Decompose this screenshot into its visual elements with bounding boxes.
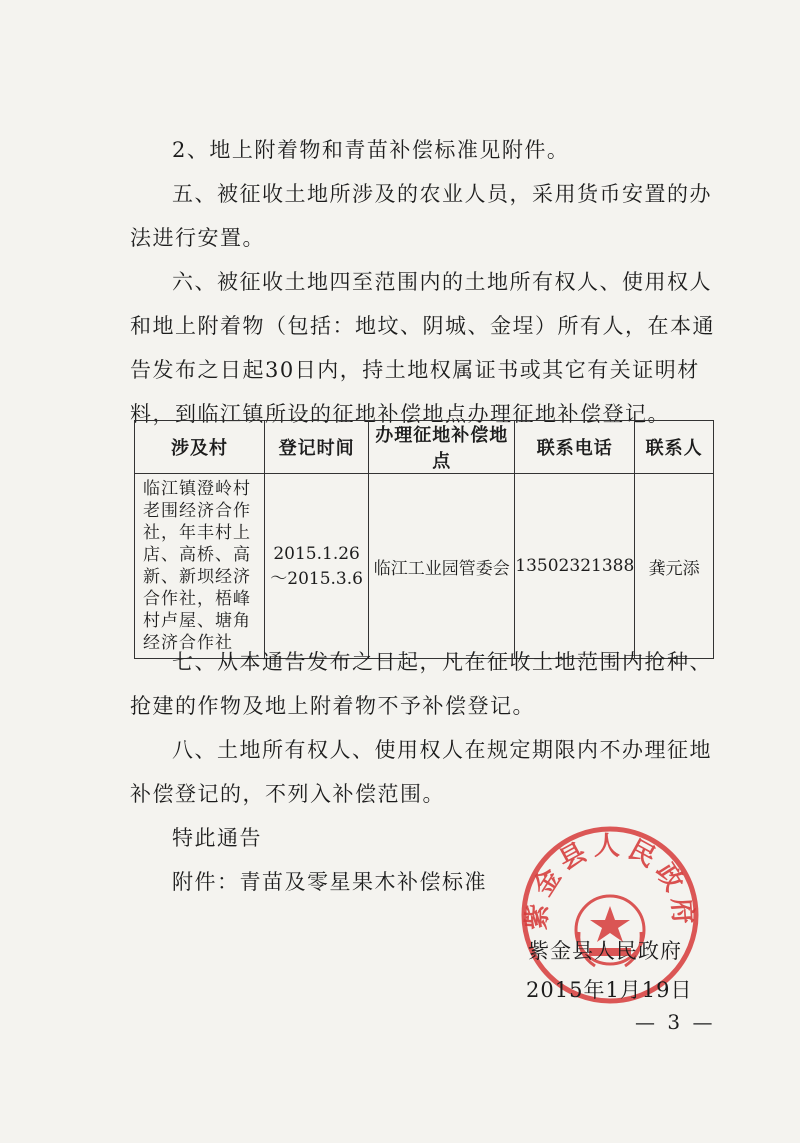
signature-org: 紫金县人民政府 — [528, 939, 682, 963]
header-phone: 联系电话 — [515, 421, 635, 474]
header-contact: 联系人 — [635, 421, 714, 474]
paragraph-attachment: 附件：青苗及零星果木补偿标准 — [172, 870, 487, 894]
cell-time — [264, 474, 368, 659]
cell-village: 临江镇澄岭村老围经济合作社，年丰村上店、高桥、高新、新坝经济合作社，梧峰村卢屋、塘角经济合作社 — [135, 474, 265, 659]
header-time: 登记时间 — [264, 421, 368, 474]
cell-time-start: 2015.1.26 — [273, 543, 360, 564]
paragraph-no-compensation: 七、从本通告发布之日起，凡在征收土地范围内抢种、抢建的作物及地上附着物不予补偿登记。 — [130, 650, 712, 718]
paragraph-notice: 特此通告 — [172, 826, 262, 850]
header-place: 办理征地补偿地点 — [369, 421, 515, 474]
header-village: 涉及村 — [135, 421, 265, 474]
cell-place: 临江工业园管委会 — [369, 474, 515, 659]
paragraph-registration: 六、被征收土地四至范围内的土地所有权人、使用权人和地上附着物（包括：地坟、阴城、金埕）所有人，在本通告发布之日起30日内，持土地权属证书或其它有关证明材料，到临江镇所设的征地补偿地点办理征地补偿登记。 — [130, 270, 715, 426]
paragraph-resettlement: 五、被征收土地所涉及的农业人员，采用货币安置的办法进行安置。 — [130, 182, 712, 250]
seal-text: 紫金县人民政府 — [522, 831, 698, 931]
cell-contact: 龚元添 — [635, 474, 714, 659]
page-number: — 3 — — [635, 1010, 716, 1034]
registration-table — [134, 420, 714, 659]
table-header-row — [135, 421, 714, 474]
paragraph-compensation-standard: 2、地上附着物和青苗补偿标准见附件。 — [172, 138, 570, 162]
table-row — [135, 474, 714, 659]
cell-phone: 13502321388 — [515, 474, 635, 659]
paragraph-deadline: 八、土地所有权人、使用权人在规定期限内不办理征地补偿登记的，不列入补偿范围。 — [130, 738, 712, 806]
signature-date: 2015年1月19日 — [526, 978, 693, 1002]
cell-time-end: ～2015.3.6 — [270, 568, 363, 589]
